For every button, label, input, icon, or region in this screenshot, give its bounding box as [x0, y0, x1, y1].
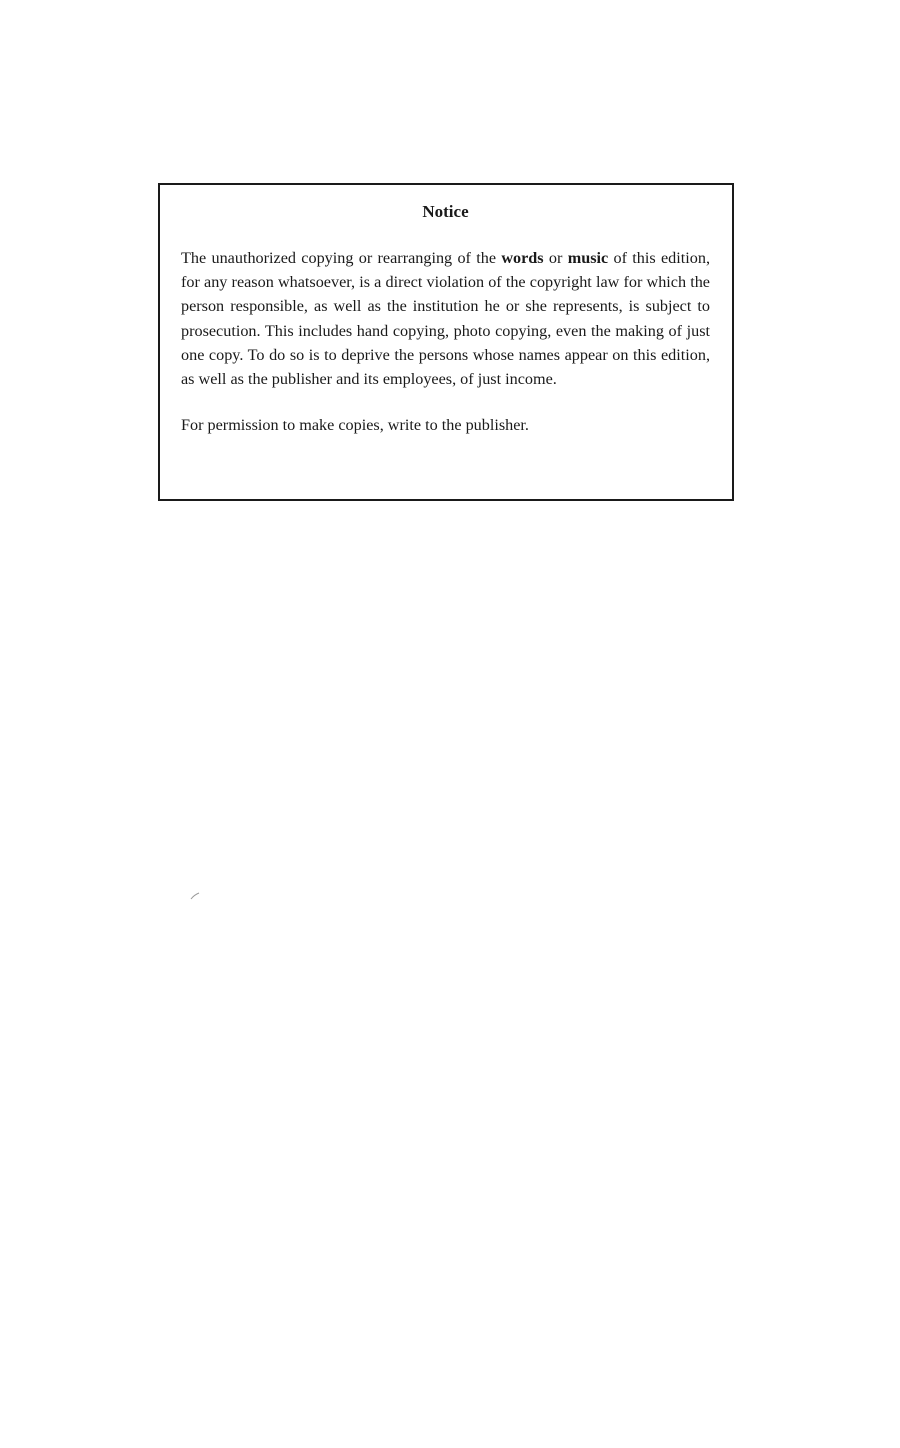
notice-footer: For permission to make copies, write to the publisher.: [181, 416, 529, 435]
notice-body-emphasis-words: words: [501, 249, 544, 267]
notice-body-text-2: or: [543, 249, 568, 267]
notice-body: [181, 246, 710, 391]
notice-title: Notice: [422, 202, 469, 221]
notice-body-text-1: The unauthorized copying or rearranging of the: [181, 249, 502, 267]
notice-body-text-3: of this edition, for any reason whatsoever, is a direct violation of the copyright law for which the person responsible, as well as the institution he or she represents, is subject to prosecution. This includes hand copying, photo copying, even the making of just one copy. To do so is to deprive the persons whose names appear on this edition, as well as the publisher and its employees, of just income.: [181, 249, 710, 389]
notice-box: [158, 183, 734, 501]
stray-ink-mark: [190, 892, 200, 900]
notice-body-emphasis-music: music: [567, 249, 609, 267]
